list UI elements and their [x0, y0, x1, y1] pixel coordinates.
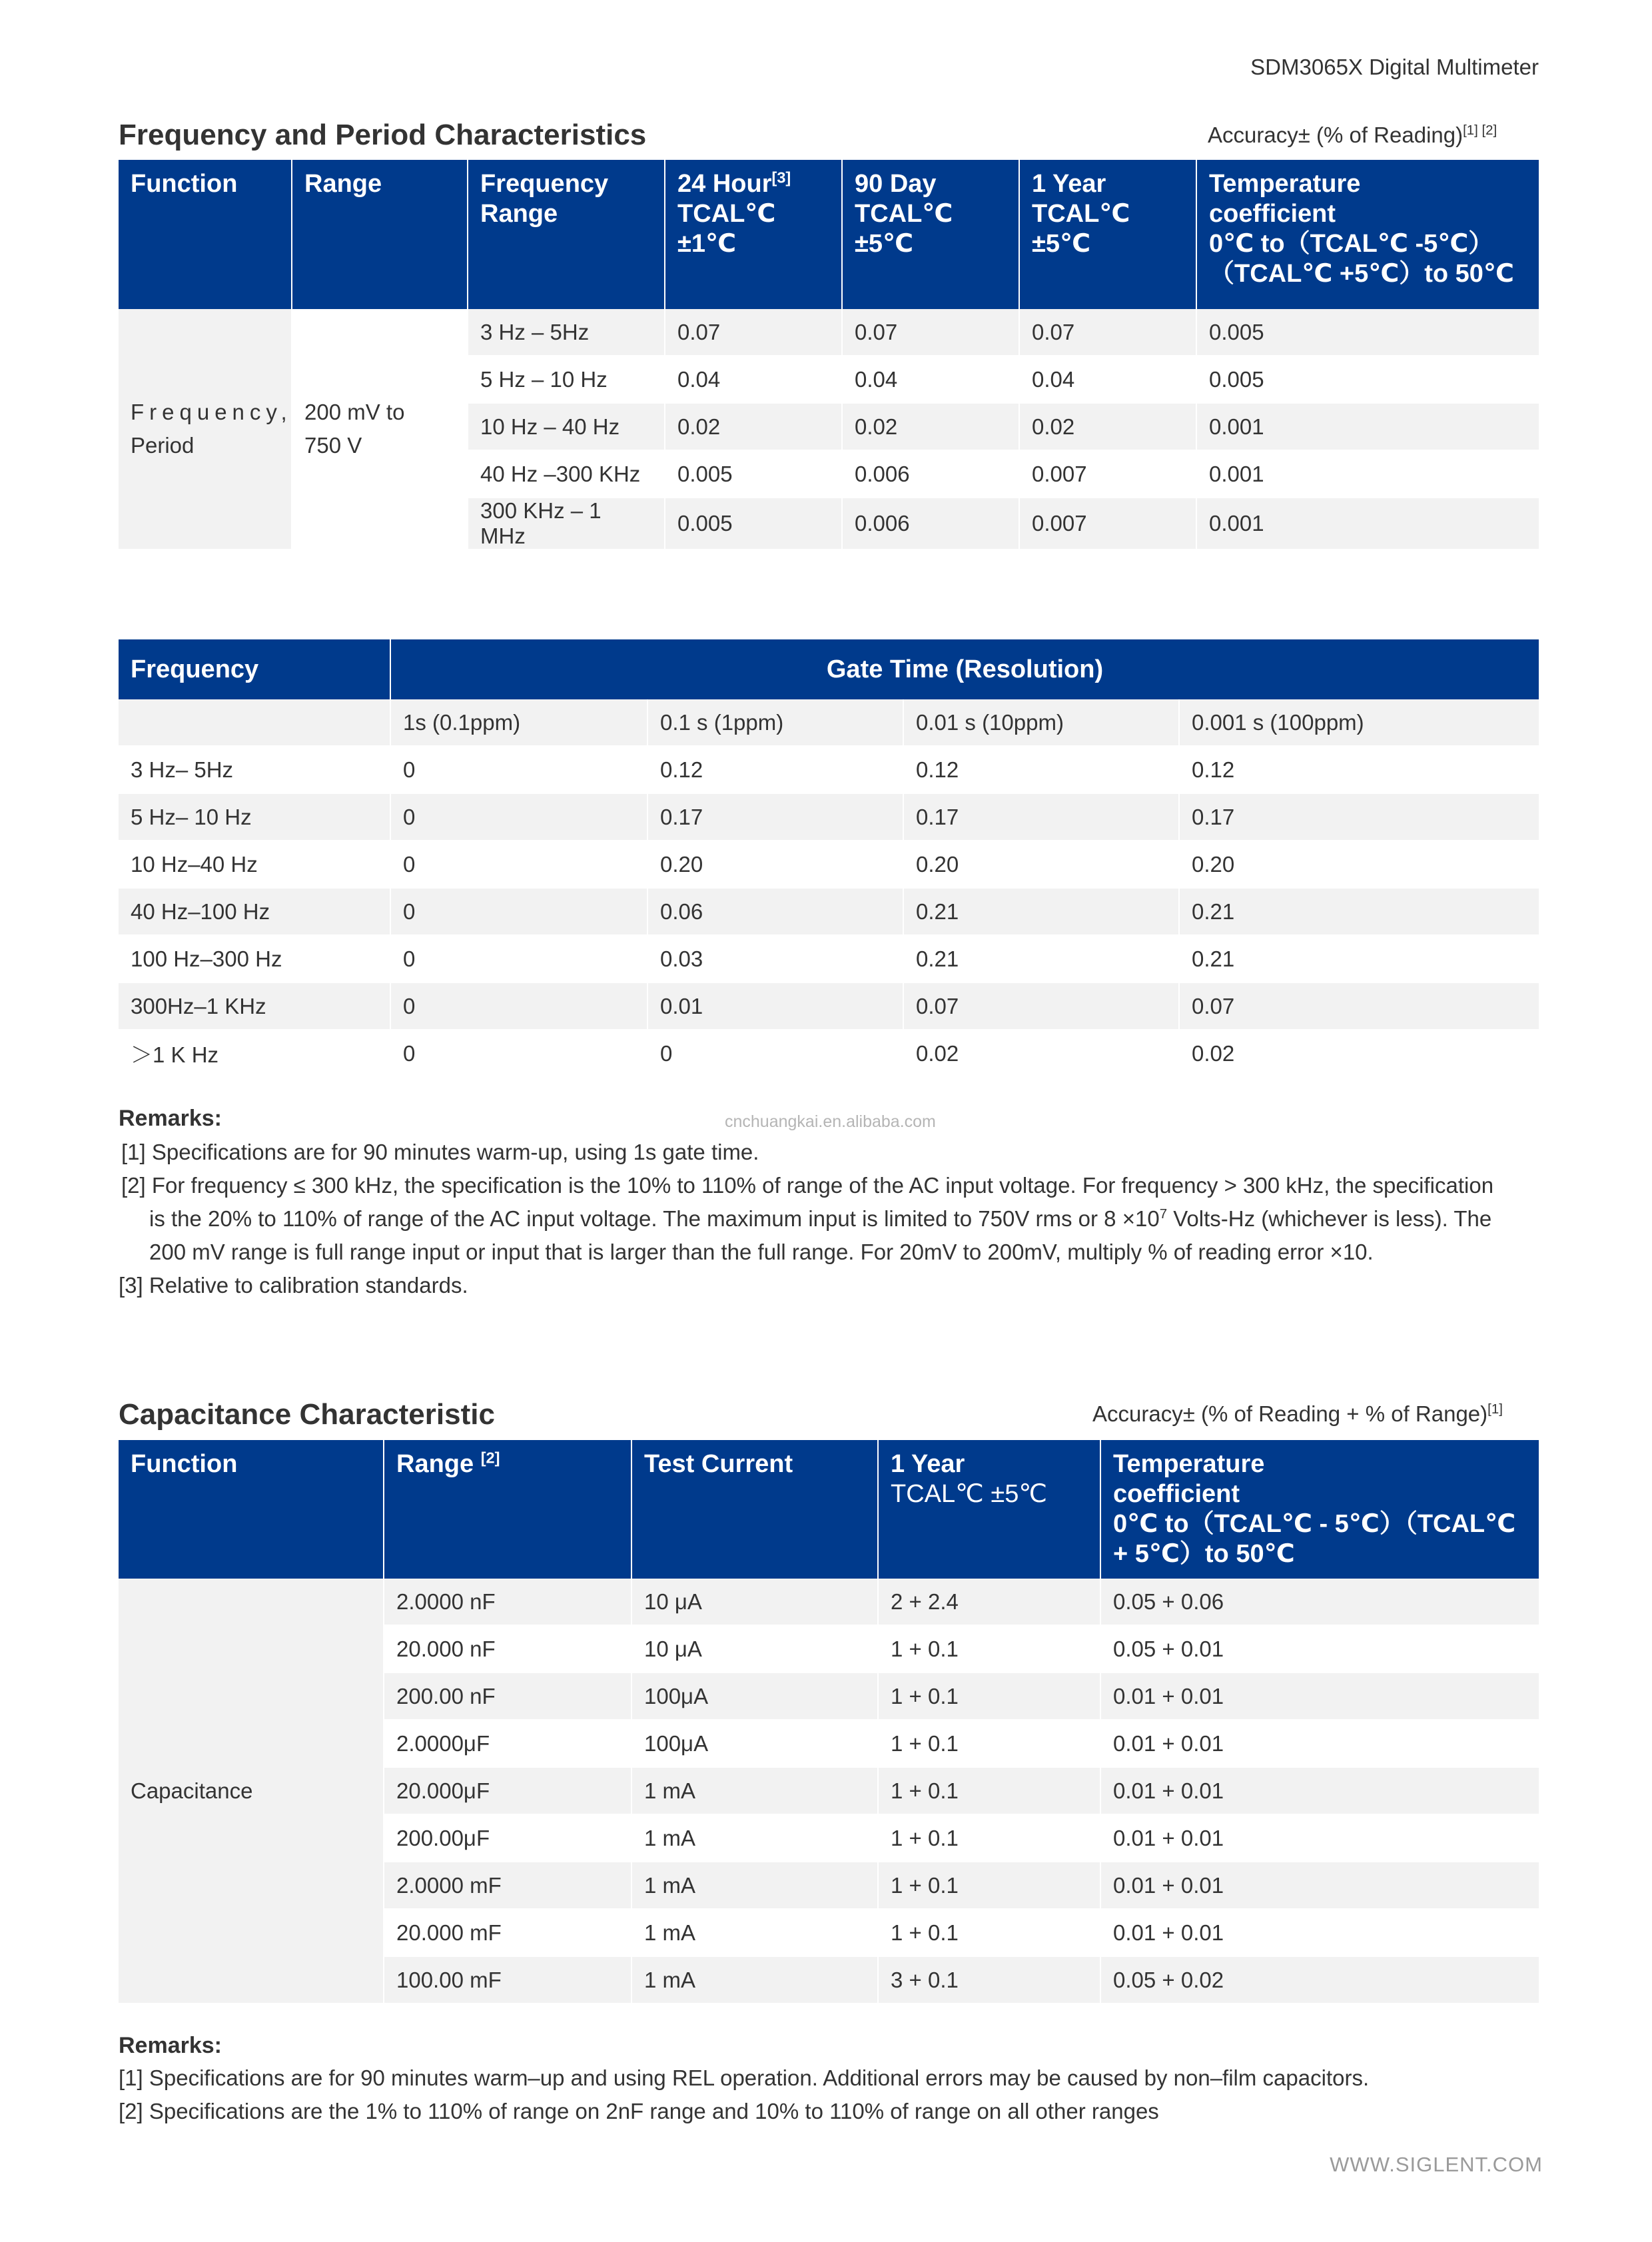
- range-cell: 20.000 nF: [384, 1625, 631, 1673]
- table-row: [119, 982, 1539, 1030]
- table-row: [119, 841, 1539, 888]
- accuracy-note-text: Accuracy± (% of Reading): [1208, 123, 1463, 147]
- header-temperature-coefficient: Temperature coefficient 0℃ to（TCAL℃ -5℃） （TCAL℃ +5℃）to 50℃: [1196, 160, 1539, 309]
- table-row: [119, 309, 1539, 356]
- value-cell: 1 + 0.1: [878, 1909, 1100, 1956]
- value-cell: 0.07: [1179, 982, 1539, 1030]
- value-cell: 0.20: [1179, 841, 1539, 888]
- accuracy-note-refs: [1] [2]: [1463, 123, 1497, 138]
- value-cell: 0.005: [665, 498, 842, 550]
- header-frequency: Frequency: [119, 639, 390, 699]
- value-cell: 0.01 + 0.01: [1100, 1720, 1539, 1767]
- header-range: Range: [292, 160, 468, 309]
- capacitance-table-header-row: [119, 1440, 1539, 1579]
- value-cell: 1 + 0.1: [878, 1720, 1100, 1767]
- value-cell: 0.12: [903, 746, 1179, 793]
- value-cell: 0.07: [903, 982, 1179, 1030]
- remark-2-line-1: [2] For frequency ≤ 300 kHz, the specification is the 10% to 110% of range of the AC input voltage. For frequency > 300 kHz, the specification: [121, 1173, 1494, 1198]
- value-cell: 0.04: [1019, 356, 1196, 403]
- value-cell: 0.17: [903, 793, 1179, 841]
- header-90-day: 90 Day TCAL℃ ±5℃: [842, 160, 1019, 309]
- subheader-0-1s: 0.1 s (1ppm): [647, 699, 903, 746]
- value-cell: 0.02: [665, 403, 842, 450]
- value-cell: 0.03: [647, 935, 903, 982]
- value-cell: 0.05 + 0.01: [1100, 1625, 1539, 1673]
- value-cell: 0.21: [903, 935, 1179, 982]
- subheader-1s: 1s (0.1ppm): [390, 699, 647, 746]
- range-cell: 2.0000μF: [384, 1720, 631, 1767]
- value-cell: 0.17: [1179, 793, 1539, 841]
- value-cell: 0.02: [903, 1030, 1179, 1077]
- value-cell: 0.02: [842, 403, 1019, 450]
- value-cell: 0.006: [842, 498, 1019, 550]
- value-cell: 0.001: [1196, 450, 1539, 498]
- capacitance-table: [119, 1440, 1539, 2004]
- accuracy-note-text: Accuracy± (% of Reading + % of Range): [1092, 1401, 1488, 1426]
- value-cell: 0.06: [647, 888, 903, 935]
- value-cell: 0.007: [1019, 450, 1196, 498]
- header-function: Function: [119, 1440, 384, 1579]
- freq-range-cell: 10 Hz – 40 Hz: [468, 403, 665, 450]
- value-cell: 0.21: [1179, 888, 1539, 935]
- frequency-table-header-row: [119, 160, 1539, 309]
- value-cell: 0: [390, 935, 647, 982]
- table-row: [119, 935, 1539, 982]
- value-cell: 0: [390, 982, 647, 1030]
- value-cell: 0.01 + 0.01: [1100, 1909, 1539, 1956]
- frequency-period-table: [119, 160, 1539, 550]
- current-cell: 10 μA: [631, 1579, 878, 1625]
- value-cell: 0.007: [1019, 498, 1196, 550]
- value-cell: 0: [390, 746, 647, 793]
- value-cell: 0.17: [647, 793, 903, 841]
- header-gate-time: Gate Time (Resolution): [390, 639, 1539, 699]
- value-cell: 0.05 + 0.02: [1100, 1956, 1539, 2004]
- value-cell: 0.005: [1196, 356, 1539, 403]
- function-cell: Capacitance: [119, 1579, 384, 2004]
- range-cell: 2.0000 nF: [384, 1579, 631, 1625]
- accuracy-note-refs: [1]: [1487, 1401, 1503, 1417]
- value-cell: 0: [647, 1030, 903, 1077]
- current-cell: 1 mA: [631, 1862, 878, 1909]
- header-function: Function: [119, 160, 292, 309]
- value-cell: 1 + 0.1: [878, 1673, 1100, 1720]
- freq-cell: 300Hz–1 KHz: [119, 982, 390, 1030]
- value-cell: 0.20: [647, 841, 903, 888]
- subheader-0-001s: 0.001 s (100ppm): [1179, 699, 1539, 746]
- current-cell: 10 μA: [631, 1625, 878, 1673]
- header-frequency-range: Frequency Range: [468, 160, 665, 309]
- value-cell: 0.12: [647, 746, 903, 793]
- value-cell: 0.04: [842, 356, 1019, 403]
- value-cell: 0.21: [1179, 935, 1539, 982]
- gate-subheader-row: [119, 699, 1539, 746]
- value-cell: 0.01 + 0.01: [1100, 1862, 1539, 1909]
- value-cell: 1 + 0.1: [878, 1862, 1100, 1909]
- document-header-title: SDM3065X Digital Multimeter: [1250, 55, 1539, 79]
- remark-2-line-2: is the 20% to 110% of range of the AC input voltage. The maximum input is limited to 750V rms or $8 \times 10^7$ Volts-Hz (whichever is less). The: [149, 1206, 1492, 1231]
- header-range: Range [2]: [384, 1440, 631, 1579]
- value-cell: 0.21: [903, 888, 1179, 935]
- frequency-section-title: Frequency and Period Characteristics: [119, 119, 647, 151]
- header-temperature-coefficient: Temperature coefficient 0℃ to（TCAL℃ - 5℃）（TCAL℃ + 5℃）to 50℃: [1100, 1440, 1539, 1579]
- value-cell: 2 + 2.4: [878, 1579, 1100, 1625]
- value-cell: 1 + 0.1: [878, 1625, 1100, 1673]
- header-1-year: 1 Year TCAL℃ ±5℃: [1019, 160, 1196, 309]
- remarks-title: Remarks:: [119, 1106, 222, 1131]
- value-cell: 0.006: [842, 450, 1019, 498]
- value-cell: 0: [390, 793, 647, 841]
- value-cell: 0.02: [1019, 403, 1196, 450]
- footer-url: WWW.SIGLENT.COM: [1330, 2153, 1543, 2176]
- range-cell: 20.000 mF: [384, 1909, 631, 1956]
- value-cell: 0.005: [1196, 309, 1539, 356]
- value-cell: 0.20: [903, 841, 1179, 888]
- freq-cell: 3 Hz– 5Hz: [119, 746, 390, 793]
- frequency-accuracy-note: [1208, 123, 1497, 148]
- current-cell: 100μA: [631, 1673, 878, 1720]
- current-cell: 1 mA: [631, 1956, 878, 2004]
- value-cell: 0.04: [665, 356, 842, 403]
- current-cell: 1 mA: [631, 1767, 878, 1814]
- value-cell: 0: [390, 1030, 647, 1077]
- value-cell: 0.01 + 0.01: [1100, 1767, 1539, 1814]
- header-1-year: 1 Year TCAL℃ ±5℃: [878, 1440, 1100, 1579]
- gate-time-table: [119, 639, 1539, 1078]
- current-cell: 1 mA: [631, 1814, 878, 1862]
- table-row: [119, 1030, 1539, 1077]
- freq-range-cell: 5 Hz – 10 Hz: [468, 356, 665, 403]
- capacitance-section-title: Capacitance Characteristic: [119, 1398, 495, 1431]
- freq-range-cell: 300 KHz – 1 MHz: [468, 498, 665, 550]
- range-cell: 20.000μF: [384, 1767, 631, 1814]
- remark-2: [2] Specifications are the 1% to 110% of range on 2nF range and 10% to 110% of range on all other ranges: [119, 2099, 1159, 2123]
- freq-cell: 5 Hz– 10 Hz: [119, 793, 390, 841]
- value-cell: 0.001: [1196, 498, 1539, 550]
- gate-table-header-row: [119, 639, 1539, 699]
- remark-1: [1] Specifications are for 90 minutes warm–up and using REL operation. Additional errors may be caused by non–film capacitors.: [119, 2065, 1370, 2090]
- value-cell: 0.07: [1019, 309, 1196, 356]
- table-row: [119, 746, 1539, 793]
- value-cell: 0.01 + 0.01: [1100, 1673, 1539, 1720]
- value-cell: 0.01 + 0.01: [1100, 1814, 1539, 1862]
- table-row: [119, 888, 1539, 935]
- freq-cell: 100 Hz–300 Hz: [119, 935, 390, 982]
- freq-cell: ＞1 K Hz: [119, 1030, 390, 1077]
- value-cell: 0.07: [842, 309, 1019, 356]
- value-cell: 0.02: [1179, 1030, 1539, 1077]
- watermark: cnchuangkai.en.alibaba.com: [725, 1112, 936, 1131]
- value-cell: 0.07: [665, 309, 842, 356]
- range-cell: 200 mV to 750 V: [292, 309, 468, 550]
- subheader-0-01s: 0.01 s (10ppm): [903, 699, 1179, 746]
- remark-3: [3] Relative to calibration standards.: [119, 1273, 468, 1298]
- value-cell: 0.001: [1196, 403, 1539, 450]
- header-test-current: Test Current: [631, 1440, 878, 1579]
- empty-cell: [119, 699, 390, 746]
- remarks-title: Remarks:: [119, 2033, 222, 2058]
- range-cell: 2.0000 mF: [384, 1862, 631, 1909]
- range-cell: 200.00μF: [384, 1814, 631, 1862]
- range-cell: 100.00 mF: [384, 1956, 631, 2004]
- capacitance-accuracy-note: [1092, 1401, 1503, 1427]
- remark-1: [1] Specifications are for 90 minutes warm-up, using 1s gate time.: [121, 1140, 759, 1164]
- current-cell: 100μA: [631, 1720, 878, 1767]
- table-row: [119, 1579, 1539, 1625]
- value-cell: 0.12: [1179, 746, 1539, 793]
- value-cell: 0.05 + 0.06: [1100, 1579, 1539, 1625]
- value-cell: 0: [390, 888, 647, 935]
- freq-range-cell: 3 Hz – 5Hz: [468, 309, 665, 356]
- value-cell: 1 + 0.1: [878, 1767, 1100, 1814]
- value-cell: 3 + 0.1: [878, 1956, 1100, 2004]
- value-cell: 0: [390, 841, 647, 888]
- remark-2-line-3: 200 mV range is full range input or input that is larger than the full range. For 20mV to 200mV, multiply % of reading error ×10.: [149, 1240, 1374, 1264]
- value-cell: 0.01: [647, 982, 903, 1030]
- function-cell: Frequency, Period: [119, 309, 292, 550]
- table-row: [119, 793, 1539, 841]
- range-cell: 200.00 nF: [384, 1673, 631, 1720]
- value-cell: 0.005: [665, 450, 842, 498]
- freq-cell: 40 Hz–100 Hz: [119, 888, 390, 935]
- freq-cell: 10 Hz–40 Hz: [119, 841, 390, 888]
- current-cell: 1 mA: [631, 1909, 878, 1956]
- freq-range-cell: 40 Hz –300 KHz: [468, 450, 665, 498]
- value-cell: 1 + 0.1: [878, 1814, 1100, 1862]
- header-24-hour: 24 Hour[3] TCAL℃ ±1℃: [665, 160, 842, 309]
